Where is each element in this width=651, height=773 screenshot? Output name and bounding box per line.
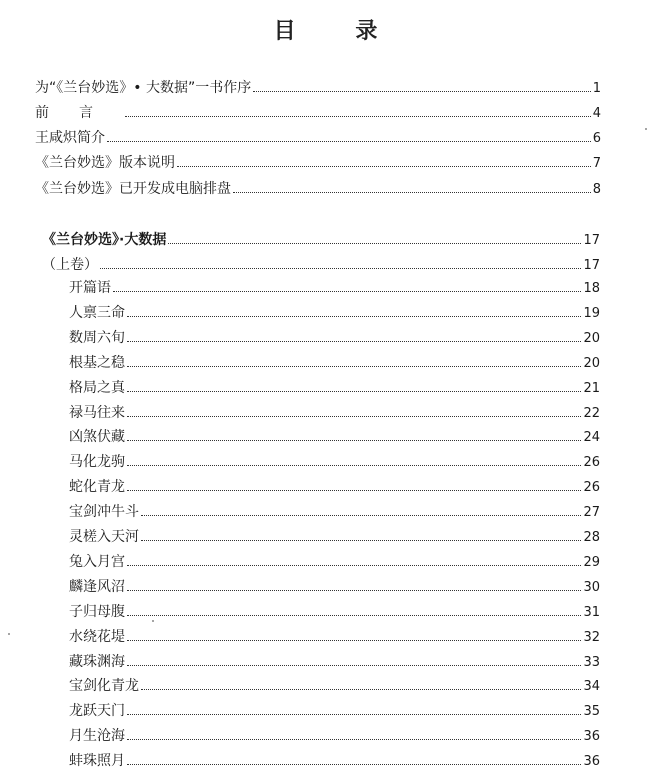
toc-title: 根基之稳 (69, 355, 125, 371)
dot-leader (127, 366, 581, 367)
dot-leader (127, 764, 581, 765)
toc-title: 《兰台妙选》版本说明 (35, 155, 175, 171)
scan-speck (8, 633, 10, 635)
toc-section-title: 《兰台妙选》·大数据 (42, 232, 167, 248)
toc-row-volume (42, 254, 600, 276)
toc-row-entry (69, 750, 600, 772)
toc-page: 22 (583, 406, 600, 421)
toc-page: 17 (583, 233, 600, 248)
dot-leader (141, 540, 581, 541)
toc-page: 31 (583, 605, 600, 620)
toc-title: 月生沧海 (69, 728, 125, 744)
toc-page: 34 (583, 679, 600, 694)
dot-leader (177, 166, 591, 167)
dot-leader (100, 268, 581, 269)
toc-row-entry (69, 277, 600, 299)
toc-row-entry (69, 327, 600, 349)
dot-leader (127, 640, 581, 641)
dot-leader (141, 689, 581, 690)
toc-page: 26 (583, 480, 600, 495)
toc-row-preface-foreword (35, 77, 601, 99)
toc-row-author-bio (35, 127, 601, 149)
scan-speck (645, 128, 647, 130)
toc-row-computer-chart (35, 178, 601, 200)
toc-row-entry (69, 551, 600, 573)
toc-volume-title: （上卷） (42, 257, 98, 273)
dot-leader (127, 465, 581, 466)
toc-row-entry (69, 576, 600, 598)
toc-row-edition-notes (35, 152, 601, 174)
toc-title: 蛇化青龙 (69, 479, 125, 495)
toc-row-entry (69, 402, 600, 424)
toc-page: 7 (592, 156, 601, 171)
dot-leader (127, 739, 581, 740)
toc-title: 王咸炽简介 (35, 130, 105, 146)
page-title: 目 录 (273, 19, 404, 44)
toc-title: 《兰台妙选》已开发成电脑排盘 (35, 181, 231, 197)
toc-title: 麟逢风沼 (69, 579, 125, 595)
toc-page: 32 (583, 630, 600, 645)
toc-page: 4 (592, 106, 601, 121)
toc-page: 35 (583, 704, 600, 719)
toc-page: 21 (583, 381, 600, 396)
toc-title: 数周六旬 (69, 330, 125, 346)
dot-leader (253, 91, 591, 92)
dot-leader (127, 565, 581, 566)
toc-page: 8 (592, 182, 601, 197)
toc-title: 蚌珠照月 (69, 753, 125, 769)
toc-page: 29 (583, 555, 600, 570)
dot-leader (127, 490, 581, 491)
toc-title: 禄马往来 (69, 405, 125, 421)
toc-row-entry (69, 526, 600, 548)
toc-page: 26 (583, 455, 600, 470)
dot-leader (233, 192, 591, 193)
toc-title: 水绕花堤 (69, 629, 125, 645)
dot-leader (127, 665, 581, 666)
toc-row-entry (69, 651, 600, 673)
toc-row-entry (69, 302, 600, 324)
toc-title: 宝剑冲牛斗 (69, 504, 139, 520)
dot-leader (141, 515, 581, 516)
dot-leader (127, 391, 581, 392)
dot-leader (113, 291, 581, 292)
toc-page: 1 (592, 81, 601, 96)
dot-leader (127, 341, 581, 342)
toc-title: 人禀三命 (69, 305, 125, 321)
toc-row-entry (69, 725, 600, 747)
toc-row-entry (69, 426, 600, 448)
toc-row-section (42, 229, 600, 251)
toc-page: 19 (583, 306, 600, 321)
toc-title: 前言 (35, 105, 123, 121)
dot-leader (127, 590, 581, 591)
toc-row-entry (69, 352, 600, 374)
dot-leader (127, 440, 581, 441)
toc-page: 30 (583, 580, 600, 595)
toc-title: 藏珠渊海 (69, 654, 125, 670)
dot-leader (168, 243, 581, 244)
toc-title: 灵槎入天河 (69, 529, 139, 545)
toc-page: 36 (583, 754, 600, 769)
toc-title: 子归母腹 (69, 604, 125, 620)
toc-title: 兔入月宫 (69, 554, 125, 570)
toc-row-entry (69, 675, 600, 697)
dot-leader (125, 116, 591, 117)
toc-page: 28 (583, 530, 600, 545)
toc-row-preface (35, 102, 601, 124)
toc-page: 17 (583, 258, 600, 273)
dot-leader (127, 416, 581, 417)
toc-row-entry (69, 451, 600, 473)
toc-title: 马化龙驹 (69, 454, 125, 470)
dot-leader (127, 316, 581, 317)
toc-row-entry (69, 476, 600, 498)
toc-row-entry (69, 501, 600, 523)
dot-leader (127, 615, 581, 616)
scan-speck (152, 620, 154, 622)
toc-title: 为“《兰台妙选》• 大数据”一书作序 (35, 80, 252, 96)
toc-row-entry (69, 700, 600, 722)
toc-page: 27 (583, 505, 600, 520)
toc-row-entry (69, 601, 600, 623)
toc-page: 6 (592, 131, 601, 146)
toc-page: 24 (583, 430, 600, 445)
toc-page: 20 (583, 356, 600, 371)
toc-title: 宝剑化青龙 (69, 678, 139, 694)
dot-leader (127, 714, 581, 715)
toc-row-entry (69, 626, 600, 648)
toc-title: 龙跃天门 (69, 703, 125, 719)
toc-title: 开篇语 (69, 280, 111, 296)
toc-page: 36 (583, 729, 600, 744)
toc-page: 33 (583, 655, 600, 670)
toc-row-entry (69, 377, 600, 399)
dot-leader (107, 141, 591, 142)
toc-title: 凶煞伏藏 (69, 429, 125, 445)
toc-page: 18 (583, 281, 600, 296)
toc-title: 格局之真 (69, 380, 125, 396)
toc-page: 20 (583, 331, 600, 346)
